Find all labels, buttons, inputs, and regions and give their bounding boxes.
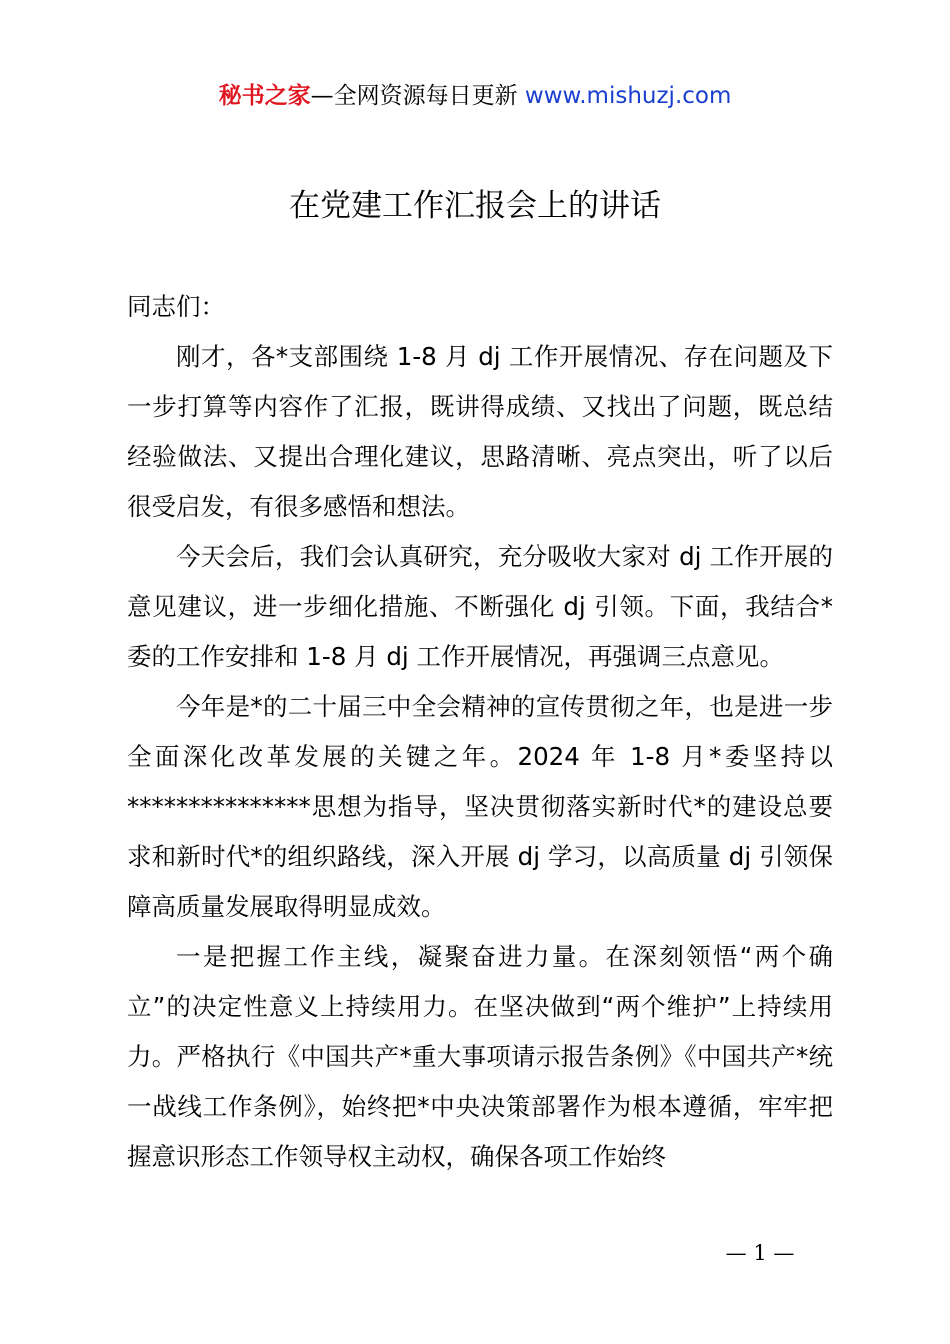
document-title: 在党建工作汇报会上的讲话 — [289, 188, 661, 224]
paragraph: 一是把握工作主线，凝聚奋进力量。在深刻领悟“两个确立”的决定性意义上持续用力。在坚决做到“两个维护”上持续用力。严格执行《中国共产*重大事项请示报告条例》《中国共产*统一战线工作条例》，始终把*中央决策部署作为根本遵循，牢牢把握意识形态工作领导权主动权，确保各项工作始终 — [127, 942, 833, 1171]
site-header — [0, 78, 950, 114]
header-tagline: —全网资源每日更新 — [310, 83, 525, 109]
paragraph: 今天会后，我们会认真研究，充分吸收大家对 dj 工作开展的意见建议，进一步细化措施、不断强化 dj 引领。下面，我结合*委的工作安排和 1-8 月 dj 工作开展情况，再强调三点意见。 — [127, 542, 833, 671]
salutation: 同志们： — [127, 292, 225, 321]
site-url-link[interactable]: www.mishuzj.com — [524, 83, 732, 109]
paragraph: 刚才，各*支部围绕 1-8 月 dj 工作开展情况、存在问题及下一步打算等内容作了汇报，既讲得成绩、又找出了问题，既总结经验做法、又提出合理化建议，思路清晰、亮点突出，听了以后很受启发，有很多感悟和想法。 — [127, 342, 833, 521]
document-body — [127, 282, 833, 1182]
brand-name: 秘书之家 — [218, 83, 311, 109]
paragraph: 今年是*的二十届三中全会精神的宣传贯彻之年，也是进一步全面深化改革发展的关键之年。2024 年 1-8 月*委坚持以***************思想为指导，坚决贯彻落实新时代*的建设总要求和新时代*的组织路线，深入开展 dj 学习，以高质量 dj 引领保障高质量发展取得明显成效。 — [127, 692, 833, 921]
page-number: — 1 — — [725, 1241, 795, 1265]
